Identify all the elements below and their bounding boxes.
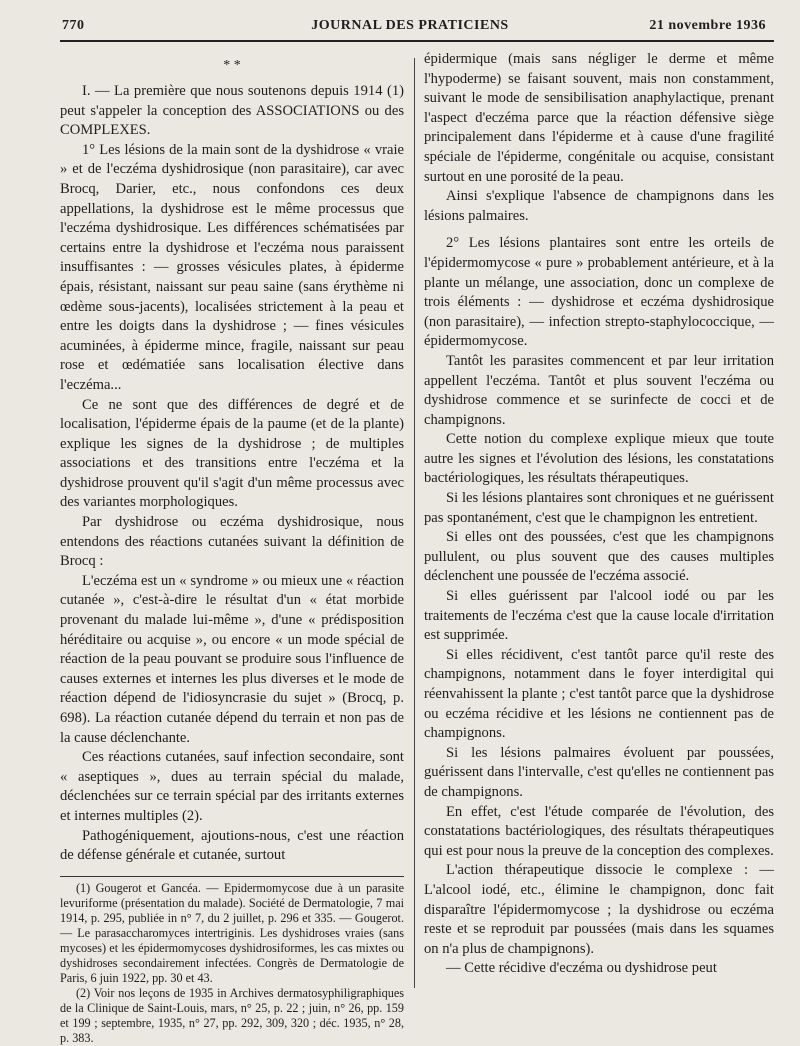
paragraph: Si elles ont des poussées, c'est que les champignons pullulent, ou plus souvent que des causes multiples déclenchent une poussée de l'eczéma associé. [424,529,774,585]
paragraph: 2° Les lésions plantaires sont entre les orteils de l'épidermomycose « pure » probablement antérieure, et à la plante un mélange, une association, donc un complexe de trois éléments : — dyshidrose et eczéma dyshidrosique (non parasitaire), — infection strepto-staphylococcique, — épidermomycose. [424,235,774,350]
paragraph: Si elles guérissent par l'alcool iodé ou par les traitements de l'eczéma c'est que la cause locale d'irritation est supprimée. [424,588,774,644]
footnote: (2) Voir nos leçons de 1935 in Archives dermatosyphiligraphiques de la Clinique de Saint-Louis, mars, n° 25, p. 22 ; juin, n° 26, pp. 159 et 199 ; septembre, 1935, n° 27, pp. 292, 309, 320 ; déc. 1935, n° 28, p. 383. [60,985,404,1045]
paragraph: I. — La première que nous soutenons depuis 1914 (1) peut s'appeler la conception des ASSOCIATIONS ou des COMPLEXES. [60,83,404,139]
footnotes [60,876,404,1046]
footnote: (1) Gougerot et Gancéa. — Epidermomycose due à un parasite levuriforme (présentation du malade). Société de Dermatologie, 7 mai 1914, p. 295, publiée in n° 7, du 2 juillet, p. 296 et 335. — Gougerot. — Le parasaccharomyces intertriginis. Les dyshidroses vraies (sans mycoses) et les épidermomycoses dyshidrosiformes, les cas mixtes ou dyshidroses secondairement infectées. Congrès de Dermatologie de Paris, 6 juin 1922, pp. 30 et 43. [60,880,404,985]
paragraph: 1° Les lésions de la main sont de la dyshidrose « vraie » et de l'eczéma dyshidrosique (non parasitaire), car avec Brocq, Darier, etc., nous confondons ces deux appellations, la dyshidrose est le même processus que l'eczéma dyshidrosique. Les différences schématisées par certains entre la dyshidrose et l'eczéma nous paraissent insuffisantes : — grosses vésicules plates, à épiderme épais, résistant, naissant sur peau saine (sans érythème ni œdème sous-jacents), localisées strictement à la peau et entre les doigts dans la dyshidrose ; — fines vésicules acuminées, à épiderme mince, fragile, naissant sur peau rose et œdématiée sans localisation élective dans l'eczéma... [60,141,404,393]
paragraph: En effet, c'est l'étude comparée de l'évolution, des constatations bactériologiques, des résultats thérapeutiques qui est pour nous la preuve de la conception des complexes. [424,803,774,859]
paragraph: Si elles récidivent, c'est tantôt parce qu'il reste des champignons, notamment dans le foyer interdigital qui réenvahissent la plante ; c'est tantôt parce que la dyshidrose ou eczéma récidive et les lésions ne contiennent pas de champignons. [424,646,774,742]
paragraph: Ainsi s'explique l'absence de champignons dans les lésions palmaires. [424,188,774,224]
left-column [60,50,404,1046]
page-number: 770 [62,18,85,33]
header-rule [60,40,774,42]
paragraph: Ce ne sont que des différences de degré et de localisation, l'épiderme épais de la paume (et de la plante) explique les signes de la dyshidrose ; de multiples associations et des transitions entre l'eczéma et la dyshidrose prouvent qu'il s'agit d'un même processus avec des variantes morphologiques. [60,396,404,511]
paragraph: Ces réactions cutanées, sauf infection secondaire, sont « aseptiques », dues au terrain spécial du malade, déclenchées sur ce terrain spécial par des irritants externes et internes multiples (2). [60,749,404,824]
paragraph: Par dyshidrose ou eczéma dyshidrosique, nous entendons des réactions cutanées suivant la définition de Brocq : [60,514,404,570]
paragraph: Si les lésions palmaires évoluent par poussées, guérissent dans l'intervalle, c'est qu'elles ne contiennent pas de champignons. [424,744,774,800]
paragraph: Pathogéniquement, ajoutions-nous, c'est une réaction de défense générale et cutanée, surtout [60,827,404,864]
paragraph: Si les lésions plantaires sont chroniques et ne guérissent pas spontanément, c'est que le champignon les entretient. [424,490,774,526]
column-divider [414,58,415,988]
section-stars: * * [223,58,241,73]
issue-date: 21 novembre 1936 [649,18,766,33]
paragraph: Cette notion du complexe explique mieux que toute autre les signes et l'évolution des lésions, les constatations bactériologiques, les résultats thérapeutiques. [424,431,774,487]
right-column [424,50,774,979]
paragraph: — Cette récidive d'eczéma ou dyshidrose peut [446,960,717,977]
paragraph: Tantôt les parasites commencent et par leur irritation appellent l'eczéma. Tantôt et plus souvent l'eczéma ou dyshidrose commence et se surinfecte de cocci et de champignons. [424,352,774,428]
page-header [48,14,772,38]
journal-title: JOURNAL DES PRATICIENS [311,18,509,33]
paragraph: L'action thérapeutique dissocie le complexe : — L'alcool iodé, etc., élimine le champignon, donc fait disparaître l'épidermomycose ; la dyshidrose ou eczéma reste et se reproduit par poussées (mais dans les squames on n'a plus de champignons). [424,862,774,957]
paragraph: L'eczéma est un « syndrome » ou mieux une « réaction cutanée », c'est-à-dire le résultat d'un « état morbide provenant du malade lui-même », d'une « prédisposition héréditaire ou acquise », ou encore « un mode spécial de réaction de la peau pouvant se produire sous l'influence de causes externes et internes les plus diverses et le mode de réaction dépend de l'idiosyncrasie du sujet » (Brocq, p. 698). La réaction cutanée dépend du terrain et non pas de la cause déclenchante. [60,572,404,746]
paragraph: épidermique (mais sans négliger le derme et même l'hypoderme) se faisant souvent, mais non constamment, suivant le mode de sensibilisation anaphylactique, prenant l'aspect d'eczéma parce que la réaction défensive siège principalement dans l'épiderme et à cause d'une fragilité spéciale de l'épiderme, congénitale ou acquise, consistant surtout en une porosité de la peau. [424,51,774,185]
